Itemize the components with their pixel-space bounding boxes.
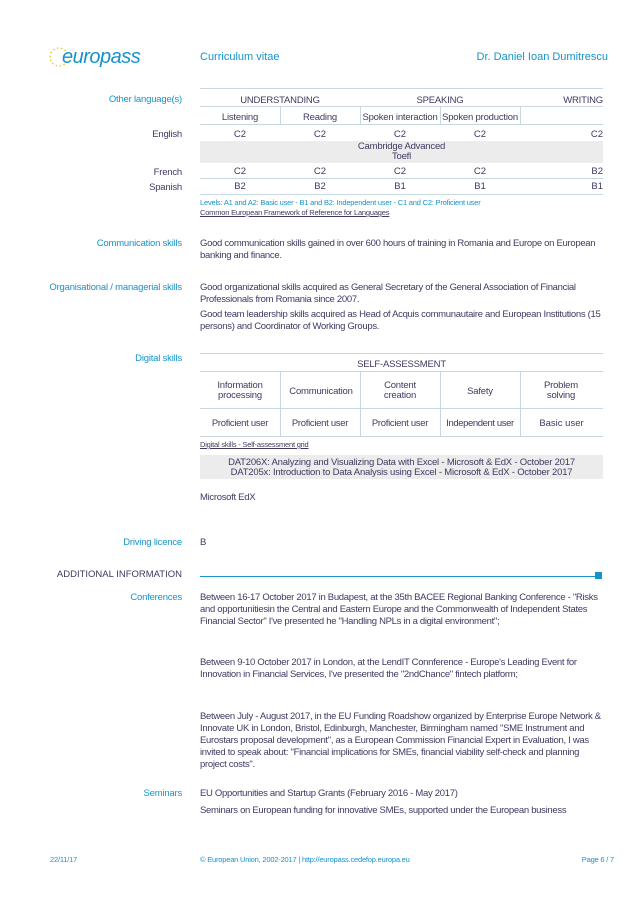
english-certificate: Cambridge Advanced Toefl <box>357 141 446 162</box>
spanish-writing: B1 <box>591 181 603 192</box>
self-assessment-header: SELF-ASSESSMENT <box>357 359 446 370</box>
digital-certificate-1: DAT206X: Analyzing and Visualizing Data with Excel - Microsoft & EdX - October 2017 <box>228 457 575 468</box>
french-spoken-production: C2 <box>473 166 487 177</box>
col-information-processing: Information processing <box>217 380 263 401</box>
seminar-1: EU Opportunities and Startup Grants (February 2016 - May 2017) <box>200 788 458 799</box>
digital-grid-link[interactable]: Digital skills - Self-assessment grid <box>200 440 309 449</box>
communication-label: Communication skills <box>96 238 182 249</box>
french-writing: B2 <box>591 166 603 177</box>
col-content-creation: Content creation <box>383 380 417 401</box>
french-reading: C2 <box>313 166 327 177</box>
additional-rule <box>200 576 595 577</box>
additional-rule-square <box>595 572 602 579</box>
digital-certificate-2: DAT205x: Introduction to Data Analysis using Excel - Microsoft & EdX - October 2017 <box>230 467 573 478</box>
subheader-spoken-production: Spoken production <box>442 112 518 123</box>
digital-label: Digital skills <box>135 353 182 364</box>
english-listening: C2 <box>233 129 247 140</box>
language-english: English <box>152 129 182 140</box>
seminar-2: Seminars on European funding for innovative SMEs, supported under the European business <box>200 805 567 816</box>
organisational-label: Organisational / managerial skills <box>49 282 182 293</box>
organisational-paragraph-1: Good organizational skills acquired as General Secretary of the General Association of Financial Professionals from Romania since 2007. <box>200 282 576 305</box>
digital-extra: Microsoft EdX <box>200 492 256 503</box>
europass-logo <box>42 44 162 70</box>
levels-note: Levels: A1 and A2: Basic user - B1 and B2: Independent user - C1 and C2: Proficient user <box>200 198 481 207</box>
col-problem-solving: Problem solving <box>544 380 578 401</box>
french-spoken-interaction: C2 <box>393 166 407 177</box>
footer-copyright[interactable]: © European Union, 2002-2017 | http://europass.cedefop.europa.eu <box>200 855 410 864</box>
spanish-listening: B2 <box>234 181 246 192</box>
value-content-creation: Proficient user <box>371 418 429 429</box>
driving-label: Driving licence <box>123 537 182 548</box>
spanish-spoken-interaction: B1 <box>394 181 406 192</box>
spanish-spoken-production: B1 <box>474 181 486 192</box>
value-safety: Independent user <box>446 418 514 429</box>
conference-3: Between July - August 2017, in the EU Funding Roadshow organized by Enterprise Europe Network & Innovate UK in London, Bristol, Edinburgh, Manchester, Birmingham named "SME Instrument and Eurostars proposal development", as a European Commission Financial Expert in Evaluation, I was invited to speak about: "Financial implications for SMEs, financial viability self-check and planning project costs". <box>200 711 601 770</box>
communication-text: Good communication skills gained in over 600 hours of training in Romania and Europe on European banking and finance. <box>200 238 596 261</box>
language-spanish: Spanish <box>149 182 182 193</box>
group-understanding: UNDERSTANDING <box>240 95 320 106</box>
col-safety: Safety <box>467 386 493 397</box>
subheader-listening: Listening <box>221 112 259 123</box>
conference-2: Between 9-10 October 2017 in London, at the LendIT Connference - Europe's Leading Event for Innovation in Financial Services, I've presented the "2ndChance" fintech platform; <box>200 657 577 680</box>
organisational-paragraph-2: Good team leadership skills acquired as Head of Acquis communautaire and European Institutions (15 persons) and Coordinator of Working Groups. <box>200 309 601 332</box>
english-spoken-interaction: C2 <box>393 129 407 140</box>
group-speaking: SPEAKING <box>416 95 464 106</box>
conferences-label: Conferences <box>130 592 182 603</box>
seminars-label: Seminars <box>143 788 182 799</box>
footer-date: 22/11/17 <box>50 855 78 864</box>
subheader-reading: Reading <box>303 112 337 123</box>
english-spoken-production: C2 <box>473 129 487 140</box>
language-french: French <box>153 167 182 178</box>
cefr-link[interactable]: Common European Framework of Reference for Languages <box>200 208 390 217</box>
subheader-spoken-interaction: Spoken interaction <box>362 112 438 123</box>
spanish-reading: B2 <box>314 181 326 192</box>
driving-value: B <box>200 537 207 548</box>
english-reading: C2 <box>313 129 327 140</box>
languages-label: Other language(s) <box>108 94 182 105</box>
french-listening: C2 <box>233 166 247 177</box>
doc-type: Curriculum vitae <box>200 51 280 63</box>
english-writing: C2 <box>590 129 603 140</box>
logo-text: europass <box>62 46 141 68</box>
conference-1: Between 16-17 October 2017 in Budapest, at the 35th BACEE Regional Banking Conference - "Risks and opportunitiesin the Central and Eastern Europe and the Commonwealth of Independent States Financial Sector" I've presented he "Handling NPLs in a digital environment"; <box>200 592 598 627</box>
footer-page: Page 6 / 7 <box>581 855 614 864</box>
person-name: Dr. Daniel Ioan Dumitrescu <box>476 51 608 63</box>
additional-title: ADDITIONAL INFORMATION <box>56 569 182 580</box>
value-problem-solving: Basic user <box>539 418 584 429</box>
value-communication: Proficient user <box>291 418 349 429</box>
value-information-processing: Proficient user <box>211 418 269 429</box>
group-writing: WRITING <box>563 95 603 106</box>
col-communication: Communication <box>289 386 353 397</box>
